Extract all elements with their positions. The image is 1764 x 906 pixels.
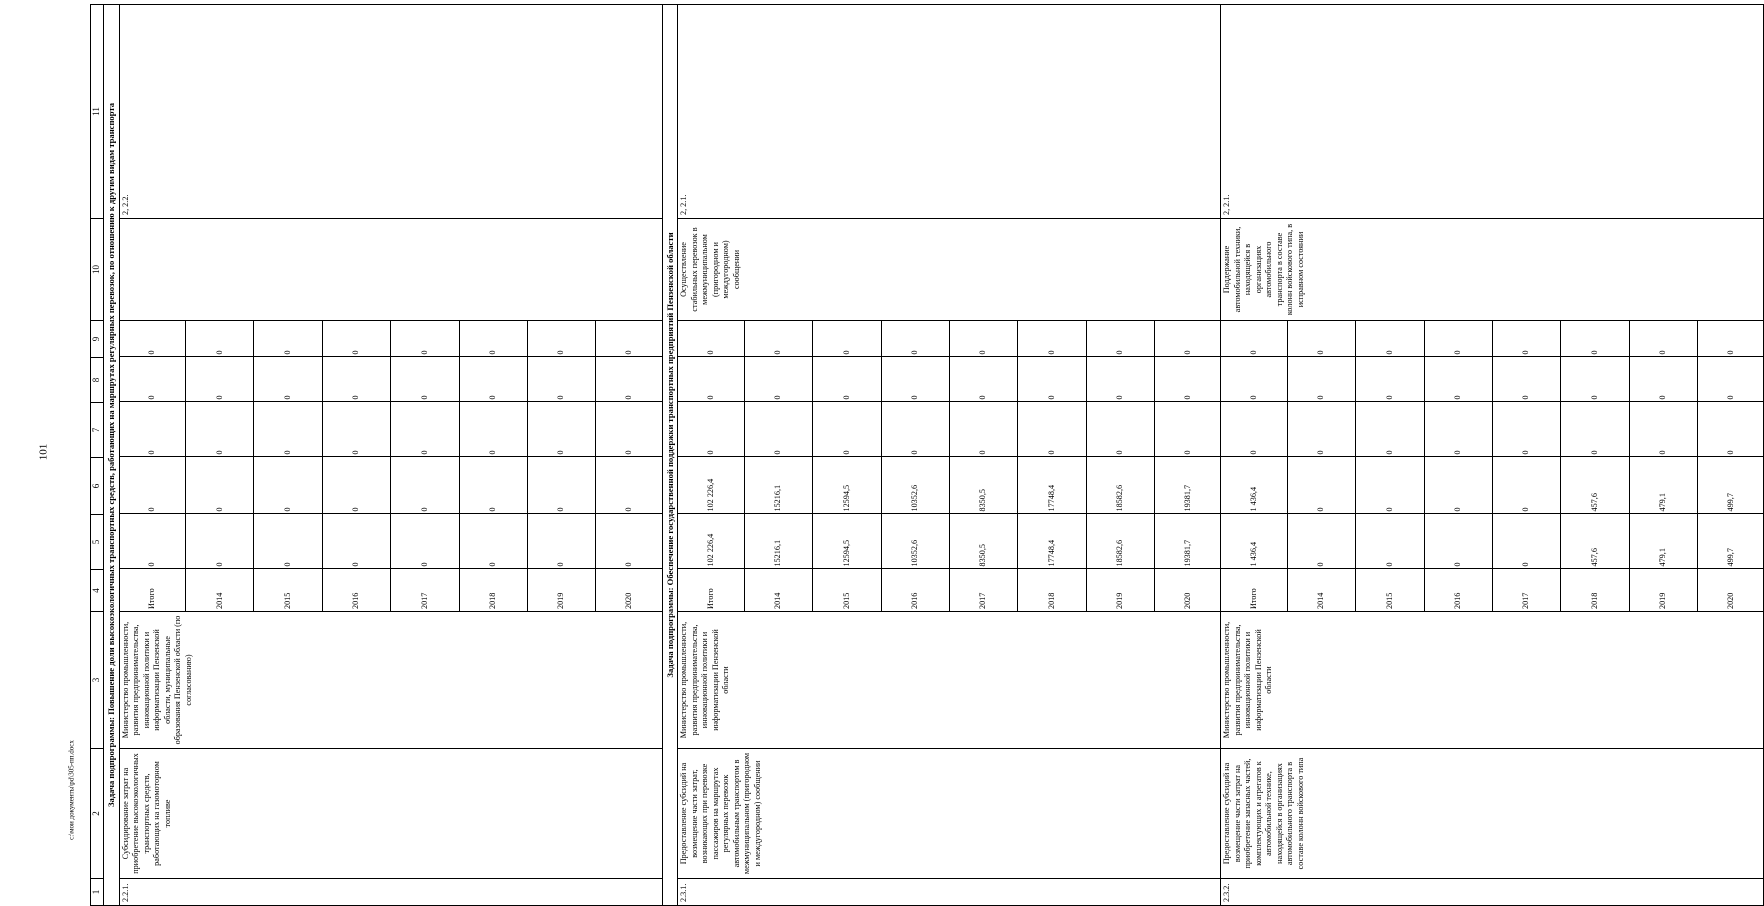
- column-number-header: 5: [91, 515, 104, 570]
- financing-value: 0: [527, 357, 595, 402]
- year-row: [1492, 320, 1560, 611]
- financing-value: 19381,7: [1155, 457, 1221, 514]
- financing-value: 0: [1561, 320, 1629, 357]
- financing-value: 0: [623, 350, 633, 355]
- financing-value: 499,7: [1698, 514, 1764, 569]
- year-label: 2016: [1424, 569, 1492, 611]
- year-label: Итого: [120, 569, 186, 611]
- financing-value: 0: [1629, 320, 1697, 357]
- year-label: 2018: [1018, 569, 1086, 611]
- financing-value: 8350,5: [949, 457, 1017, 514]
- indicator-reference: 2, 2.2.: [119, 5, 662, 219]
- footer-file-path: c:\мои документы\pd\305-пп.docx: [67, 740, 76, 840]
- column-number-header: 4: [91, 570, 104, 612]
- year-row: [322, 320, 390, 611]
- financing-value: 0: [1492, 357, 1560, 402]
- financing-value: 479,1: [1629, 457, 1697, 514]
- year-row: [1155, 320, 1221, 611]
- financing-value: 0: [881, 402, 949, 457]
- year-row: [949, 320, 1017, 611]
- financing-value: 0: [1629, 357, 1697, 402]
- year-label: 2015: [254, 569, 322, 611]
- activity-name: Предоставление субсидий на возмещение части затрат, возникающих при перевозке пассажиров на маршрутах регулярных перевозок автомобильным транспортом в межмуниципальном (пригородном и междугородном) сообщении: [678, 749, 1221, 879]
- expected-result: Осуществление стабильных перевозок в межмуниципальном (пригородном и междугородном) сообщении: [678, 219, 1221, 321]
- year-row: [1287, 320, 1355, 611]
- financing-value: 0: [1356, 320, 1424, 357]
- financing-value: 0: [391, 457, 459, 514]
- financing-value: 499,7: [1698, 457, 1764, 514]
- column-number-header: 3: [91, 612, 104, 749]
- financing-value: 0: [1561, 357, 1629, 402]
- year-label: 2020: [596, 569, 662, 611]
- financing-value: 0: [678, 357, 744, 402]
- executor: Министерство промышленности, развития предпринимательства, инновационной политики и информатизации Пензенской области, муниципальные образования Пензенской области (по согласованию): [119, 612, 662, 749]
- year-label: 2020: [1698, 569, 1764, 611]
- year-label: 2019: [1629, 569, 1697, 611]
- financing-value: 0: [322, 457, 390, 514]
- column-number-header: 7: [91, 403, 104, 458]
- financing-value: 0: [1492, 320, 1560, 357]
- financing-value: 0: [1424, 514, 1492, 569]
- financing-value: 12594,5: [813, 457, 881, 514]
- financing-value: 102 226,4: [678, 514, 744, 569]
- financing-value: 0: [186, 402, 254, 457]
- year-row: [120, 320, 186, 611]
- year-label: 2017: [391, 569, 459, 611]
- financing-value: 12594,5: [813, 514, 881, 569]
- section-title: Задача подпрограммы: Обеспечение государственной поддержки транспортных предприятий Пензенской области: [662, 5, 678, 906]
- year-label: Итого: [1221, 569, 1287, 611]
- executor: Министерство промышленности, развития предпринимательства, инновационной политики и информатизации Пензенской области: [678, 612, 1221, 749]
- year-row: [391, 320, 459, 611]
- column-number-row: [91, 5, 104, 906]
- financing-value: 0: [186, 457, 254, 514]
- financing-value: 0: [527, 457, 595, 514]
- financing-value: 0: [1086, 402, 1154, 457]
- financing-value: 0: [1492, 402, 1560, 457]
- financing-value: 0: [744, 402, 812, 457]
- financing-value: 0: [1287, 357, 1355, 402]
- financing-by-year: [1221, 320, 1763, 611]
- financing-value: 0: [678, 320, 744, 357]
- financing-value: 0: [1221, 357, 1287, 402]
- year-label: 2015: [1356, 569, 1424, 611]
- year-row: [1561, 320, 1629, 611]
- section-title: Задача подпрограммы: Повышение доли высокоэкологичных транспортных средств, работающих на маршрутах регулярных перевозок, по отношению к другим видам транспорта: [104, 5, 120, 906]
- year-row: [1018, 320, 1086, 611]
- year-label: 2015: [813, 569, 881, 611]
- financing-value: 0: [1287, 402, 1355, 457]
- financing-value: 457,6: [1561, 457, 1629, 514]
- financing-value: 17748,4: [1018, 457, 1086, 514]
- financing-value: 0: [1086, 320, 1154, 357]
- financing-value: 0: [881, 320, 949, 357]
- year-label: 2017: [1492, 569, 1560, 611]
- activity-number: 2.3.2.: [1221, 879, 1764, 906]
- financing-value: 0: [596, 457, 662, 514]
- financing-value: 0: [391, 514, 459, 569]
- financing-value: 10352,6: [881, 514, 949, 569]
- year-row: [596, 320, 662, 611]
- financing-value: 0: [596, 357, 662, 402]
- financing-value: 0: [1182, 350, 1192, 355]
- financing-value: 0: [120, 357, 186, 402]
- financing-value: 0: [1698, 357, 1764, 402]
- activity-name: Субсидирование затрат на приобретение высокоэкологичных транспортных средств, работающих на газомоторном топливе: [119, 749, 662, 879]
- financing-value: 15216,1: [744, 514, 812, 569]
- financing-value: 0: [322, 514, 390, 569]
- year-row: [813, 320, 881, 611]
- financing-value: 0: [1155, 402, 1221, 457]
- financing-value: 0: [1725, 350, 1735, 355]
- financing-value: 0: [1287, 320, 1355, 357]
- financing-value: 19381,7: [1155, 514, 1221, 569]
- financing-value: 0: [459, 514, 527, 569]
- financing-value: 1 436,4: [1221, 457, 1287, 514]
- financing-value: 479,1: [1629, 514, 1697, 569]
- year-label: 2020: [1155, 569, 1221, 611]
- indicator-reference: 2, 2.1.: [1221, 5, 1764, 219]
- financing-value: 0: [1018, 320, 1086, 357]
- activity-row: [678, 5, 1221, 906]
- year-label: Итого: [678, 569, 744, 611]
- activity-number: 2.3.1.: [678, 879, 1221, 906]
- financing-cell: [678, 321, 1221, 612]
- year-label: 2019: [1086, 569, 1154, 611]
- rotated-table-container: [90, 5, 1735, 906]
- financing-value: 0: [186, 320, 254, 357]
- financing-value: 0: [391, 402, 459, 457]
- financing-value: 102 226,4: [678, 457, 744, 514]
- financing-value: 0: [527, 402, 595, 457]
- financing-value: 1 436,4: [1221, 514, 1287, 569]
- financing-value: 0: [744, 357, 812, 402]
- financing-value: 0: [813, 320, 881, 357]
- year-row: [1698, 320, 1764, 611]
- activity-row: [1221, 5, 1764, 906]
- financing-value: 0: [459, 320, 527, 357]
- financing-value: 0: [1155, 357, 1221, 402]
- financing-value: 0: [322, 402, 390, 457]
- year-label: 2014: [1287, 569, 1355, 611]
- section-title-row: [104, 5, 120, 906]
- financing-value: 0: [186, 357, 254, 402]
- financing-value: 0: [391, 320, 459, 357]
- column-number-header: 1: [91, 879, 104, 906]
- expected-result: Поддержание автомобильной техники, находящейся в организациях автомобильного транспорта в составе колонн войскового типа, в исправном состоянии: [1221, 219, 1764, 321]
- financing-value: 0: [881, 357, 949, 402]
- column-number-header: 9: [91, 321, 104, 358]
- financing-value: 0: [1629, 402, 1697, 457]
- financing-value: 17748,4: [1018, 514, 1086, 569]
- financing-value: 0: [678, 402, 744, 457]
- financing-value: 0: [1356, 357, 1424, 402]
- financing-value: 0: [1356, 402, 1424, 457]
- year-row: [1356, 320, 1424, 611]
- financing-value: 0: [254, 514, 322, 569]
- financing-cell: [1221, 321, 1764, 612]
- financing-value: 0: [1221, 320, 1287, 357]
- financing-value: 0: [120, 320, 186, 357]
- year-label: 2014: [744, 569, 812, 611]
- activity-number: 2.2.1.: [119, 879, 662, 906]
- financing-value: 8350,5: [949, 514, 1017, 569]
- year-row: [527, 320, 595, 611]
- year-row: [1424, 320, 1492, 611]
- financing-value: 457,6: [1561, 514, 1629, 569]
- year-row: [1629, 320, 1697, 611]
- financing-cell: [119, 321, 662, 612]
- financing-value: 18582,6: [1086, 514, 1154, 569]
- column-number-header: 2: [91, 749, 104, 879]
- section-title-row: [662, 5, 678, 906]
- column-number-header: 11: [91, 5, 104, 219]
- year-row: [186, 320, 254, 611]
- activity-row: [119, 5, 662, 906]
- financing-value: 0: [1424, 320, 1492, 357]
- financing-by-year: [120, 320, 662, 611]
- year-label: 2018: [1561, 569, 1629, 611]
- column-number-header: 6: [91, 458, 104, 515]
- financing-value: 0: [949, 357, 1017, 402]
- financing-value: 0: [596, 514, 662, 569]
- column-number-header: 8: [91, 358, 104, 403]
- financing-value: 0: [1698, 402, 1764, 457]
- financing-value: 0: [322, 357, 390, 402]
- year-label: 2019: [527, 569, 595, 611]
- financing-value: 0: [596, 402, 662, 457]
- year-label: 2018: [459, 569, 527, 611]
- financing-value: 15216,1: [744, 457, 812, 514]
- financing-value: 0: [1492, 457, 1560, 514]
- year-row: [459, 320, 527, 611]
- financing-value: 0: [1424, 402, 1492, 457]
- financing-value: 0: [1356, 457, 1424, 514]
- financing-value: 0: [744, 320, 812, 357]
- page-number: 101: [37, 443, 50, 461]
- year-label: 2017: [949, 569, 1017, 611]
- financing-value: 0: [1287, 457, 1355, 514]
- financing-value: 0: [1287, 514, 1355, 569]
- financing-value: 0: [813, 402, 881, 457]
- financing-value: 0: [254, 320, 322, 357]
- financing-value: 0: [527, 320, 595, 357]
- year-label: 2016: [322, 569, 390, 611]
- year-row: [254, 320, 322, 611]
- financing-value: 0: [527, 514, 595, 569]
- financing-value: 0: [186, 514, 254, 569]
- financing-value: 0: [254, 357, 322, 402]
- financing-value: 0: [120, 514, 186, 569]
- financing-value: 0: [459, 457, 527, 514]
- financing-value: 0: [949, 320, 1017, 357]
- expected-result: [119, 219, 662, 321]
- financing-by-year: [678, 320, 1220, 611]
- financing-value: 18582,6: [1086, 457, 1154, 514]
- indicator-reference: 2, 2.1.: [678, 5, 1221, 219]
- year-row: [881, 320, 949, 611]
- activity-name: Предоставление субсидий на возмещение части затрат на приобретение запасных частей, комплектующих и агрегатов к автомобильной технике, находящейся в организациях автомобильного транспорта в составе колонн войскового типа: [1221, 749, 1764, 879]
- financing-value: 0: [949, 402, 1017, 457]
- financing-value: 0: [120, 402, 186, 457]
- financing-value: 0: [1424, 457, 1492, 514]
- financing-value: 10352,6: [881, 457, 949, 514]
- financing-value: 0: [254, 457, 322, 514]
- financing-value: 0: [813, 357, 881, 402]
- year-row: [1086, 320, 1154, 611]
- financing-value: 0: [1086, 357, 1154, 402]
- financing-value: 0: [1221, 402, 1287, 457]
- year-row: [1221, 320, 1287, 611]
- financing-value: 0: [1424, 357, 1492, 402]
- executor: Министерство промышленности, развития предпринимательства, инновационной политики и информатизации Пензенской области: [1221, 612, 1764, 749]
- column-number-header: 10: [91, 219, 104, 321]
- year-label: 2014: [186, 569, 254, 611]
- financing-value: 0: [1561, 402, 1629, 457]
- financing-value: 0: [1018, 402, 1086, 457]
- financing-value: 0: [1018, 357, 1086, 402]
- program-activities-table: [90, 4, 1764, 906]
- year-row: [678, 320, 744, 611]
- financing-value: 0: [254, 402, 322, 457]
- financing-value: 0: [459, 357, 527, 402]
- year-row: [744, 320, 812, 611]
- financing-value: 0: [322, 320, 390, 357]
- financing-value: 0: [1356, 514, 1424, 569]
- financing-value: 0: [1492, 514, 1560, 569]
- financing-value: 0: [459, 402, 527, 457]
- financing-value: 0: [120, 457, 186, 514]
- financing-value: 0: [391, 357, 459, 402]
- year-label: 2016: [881, 569, 949, 611]
